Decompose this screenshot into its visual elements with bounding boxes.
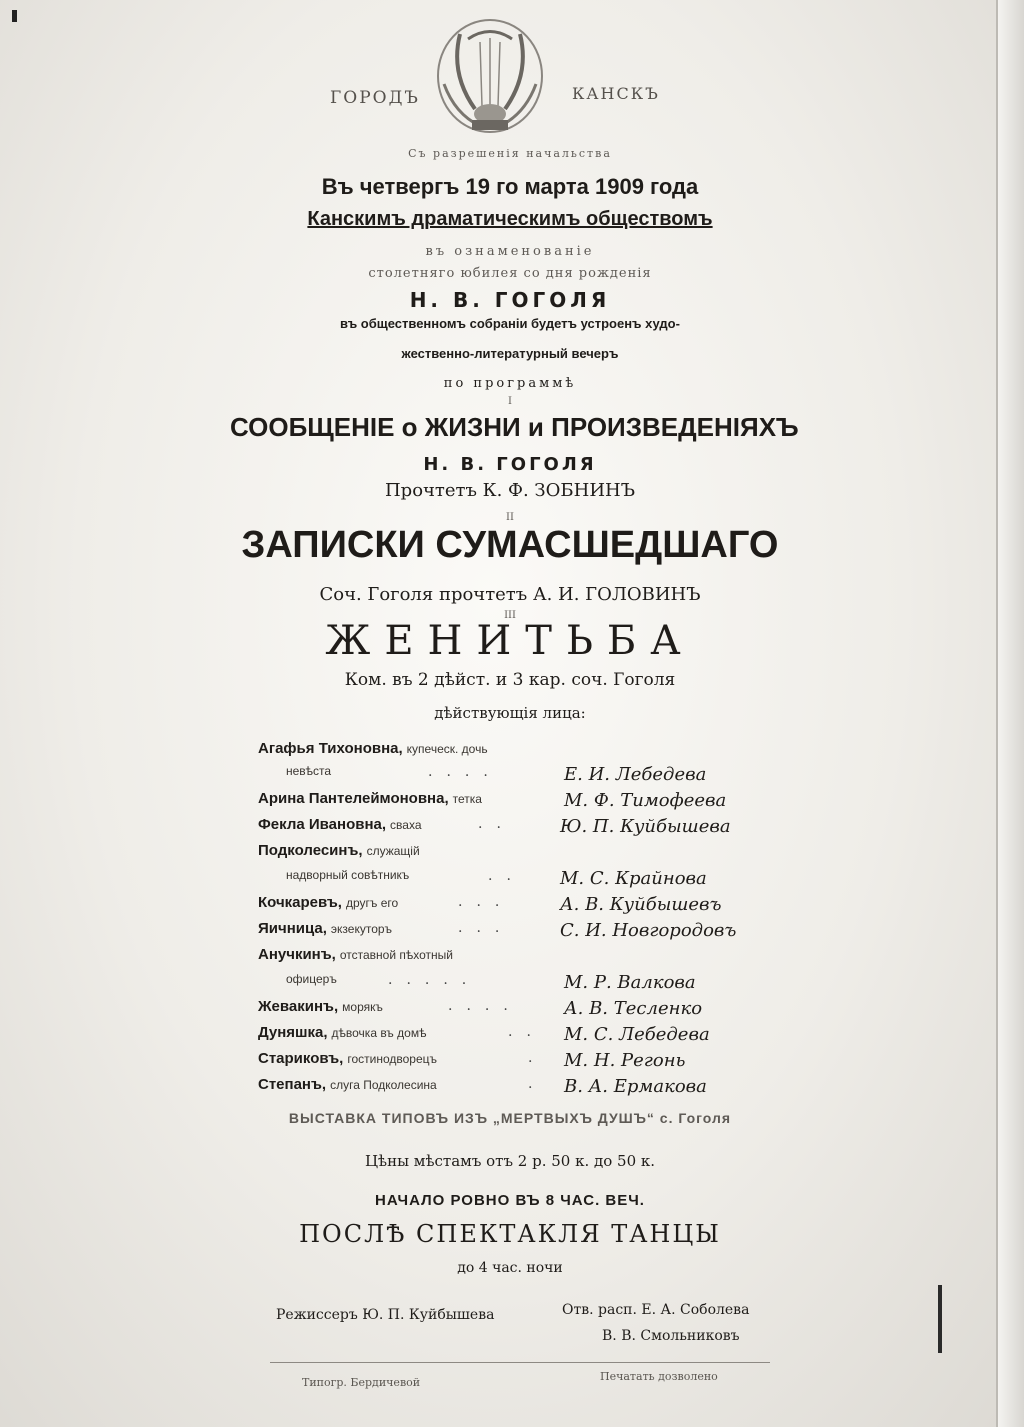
lyre-emblem-icon [430, 14, 550, 139]
cast-actor: М. Н. Регонь [564, 1050, 686, 1071]
program-title-3: ЖЕНИТЬБА [325, 618, 695, 664]
venue-line-1: въ общественномъ собраніи будетъ устроенъ худо- [340, 316, 680, 331]
cast-row [258, 1024, 758, 1050]
cast-role: Стариковъ, гостинодворецъ [258, 1050, 437, 1067]
program-reader-2: Соч. Гоголя прочтетъ А. И. ГОЛОВИНЪ [319, 584, 701, 605]
cast-row [258, 894, 758, 920]
exhibition-line: ВЫСТАВКА ТИПОВЪ ИЗЪ „МЕРТВЫХЪ ДУШЪ“ с. Гоголя [288, 1110, 732, 1126]
cast-actor: А. В. Тесленко [564, 998, 703, 1019]
date-line: Въ четвергъ 19 го марта 1909 года [321, 174, 699, 199]
program-reader-1: Прочтетъ К. Ф. ЗОБНИНЪ [384, 480, 636, 501]
responsible-credit-1: Отв. расп. Е. А. Соболева [562, 1302, 750, 1318]
jubilee-line: столетняго юбилея со дня рожденія [368, 266, 652, 281]
leader-dots: ... [458, 920, 514, 936]
cast-actor: М. С. Крайнова [560, 868, 707, 889]
dances-line: ПОСЛѢ СПЕКТАКЛЯ ТАНЦЫ [299, 1220, 721, 1248]
prices-line: Цѣны мѣстамъ отъ 2 р. 50 к. до 50 к. [364, 1152, 656, 1170]
cast-row [258, 816, 758, 842]
program-subtitle-3: Ком. въ 2 дѣйст. и 3 кар. соч. Гоголя [344, 670, 676, 690]
commemoration-line: въ ознаменованіе [425, 244, 595, 259]
cast-row [258, 920, 758, 946]
program-title-1: СООБЩЕНІЕ о ЖИЗНИ и ПРОИЗВЕДЕНІЯХЪ [230, 412, 799, 442]
cast-actor: В. А. Ермакова [564, 1076, 707, 1097]
cast-row [258, 790, 758, 816]
printer-credit: Типогр. Бердичевой [302, 1376, 421, 1389]
leader-dots: . [528, 1076, 547, 1092]
venue-line-2: жественно-литературный вечеръ [401, 346, 619, 361]
cast-role: Дуняшка, дѣвочка въ домѣ [258, 1024, 427, 1041]
cast-actor: М. Ф. Тимофеева [564, 790, 727, 811]
cast-role: Кочкаревъ, другъ его [258, 894, 399, 911]
corner-mark [12, 10, 17, 22]
leader-dots: .. [488, 868, 525, 884]
leader-dots: ..... [388, 972, 481, 988]
cast-actor: М. Р. Валкова [564, 972, 696, 993]
society-line: Канскимъ драматическимъ обществомъ [307, 208, 713, 230]
cast-role-desc: надворный совѣтникъ [286, 868, 410, 882]
responsible-credit-2: В. В. Смольниковъ [602, 1328, 740, 1344]
leader-dots: ... [458, 894, 514, 910]
cast-role-desc: невѣста [286, 764, 332, 778]
cast-actor: Е. И. Лебедева [564, 764, 707, 785]
author-line: Н. В. ГОГОЛЯ [409, 288, 611, 312]
program-numeral-1: I [508, 396, 512, 407]
program-label: по программѣ [443, 376, 577, 391]
cast-actor: С. И. Новгородовъ [560, 920, 737, 941]
leader-dots: .. [508, 1024, 545, 1040]
leader-dots: .... [448, 998, 522, 1014]
cast-row [258, 998, 758, 1024]
program-title-2: ЗАПИСКИ СУМАСШЕДШАГО [241, 524, 779, 566]
permission-line: Съ разрешенія начальства [408, 147, 612, 160]
margin-mark [938, 1285, 942, 1353]
censor-approval: Печатать дозволено [600, 1370, 718, 1383]
cast-role: Яичница, экзекуторъ [258, 920, 393, 937]
cast-role: Подколесинъ, служащій [258, 842, 420, 859]
cast-role-desc: офицеръ [286, 972, 337, 986]
cast-row [258, 740, 758, 766]
cast-row [258, 946, 758, 972]
city-name: КАНСКЪ [572, 84, 660, 103]
city-label: ГОРОДЪ [330, 88, 420, 108]
cast-row [258, 972, 758, 998]
cast-row [258, 1076, 758, 1102]
cast-header: дѣйствующія лица: [434, 704, 586, 722]
cast-row [258, 842, 758, 868]
poster [230, 10, 799, 1410]
program-numeral-2: II [506, 512, 514, 523]
cast-role: Жевакинъ, морякъ [258, 998, 383, 1015]
cast-actor: А. В. Куйбышевъ [560, 894, 722, 915]
photo-right-edge [996, 0, 1024, 1427]
program-numeral-3: III [504, 610, 516, 621]
cast-role: Степанъ, слуга Подколесина [258, 1076, 437, 1093]
leader-dots: .. [478, 816, 515, 832]
cast-role: Фекла Ивановна, сваха [258, 816, 422, 833]
cast-role: Агафья Тихоновна, купеческ. дочь [258, 740, 488, 757]
cast-row [258, 1050, 758, 1076]
cast-role: Анучкинъ, отставной пѣхотный [258, 946, 453, 963]
dances-until-line: до 4 час. ночи [457, 1260, 563, 1276]
cast-role: Арина Пантелеймоновна, тетка [258, 790, 482, 807]
cast-actor: М. С. Лебедева [564, 1024, 710, 1045]
cast-row [258, 764, 758, 790]
cast-actor: Ю. П. Куйбышева [560, 816, 731, 837]
start-time-line: НАЧАЛО РОВНО ВЪ 8 ЧАС. ВЕЧ. [375, 1192, 645, 1209]
program-subtitle-1: Н. В. ГОГОЛЯ [423, 454, 597, 475]
director-credit: Режиссеръ Ю. П. Куйбышева [276, 1307, 495, 1323]
leader-dots: . [528, 1050, 547, 1066]
leader-dots: .... [428, 764, 502, 780]
footer-divider [270, 1362, 770, 1363]
cast-row [258, 868, 758, 894]
